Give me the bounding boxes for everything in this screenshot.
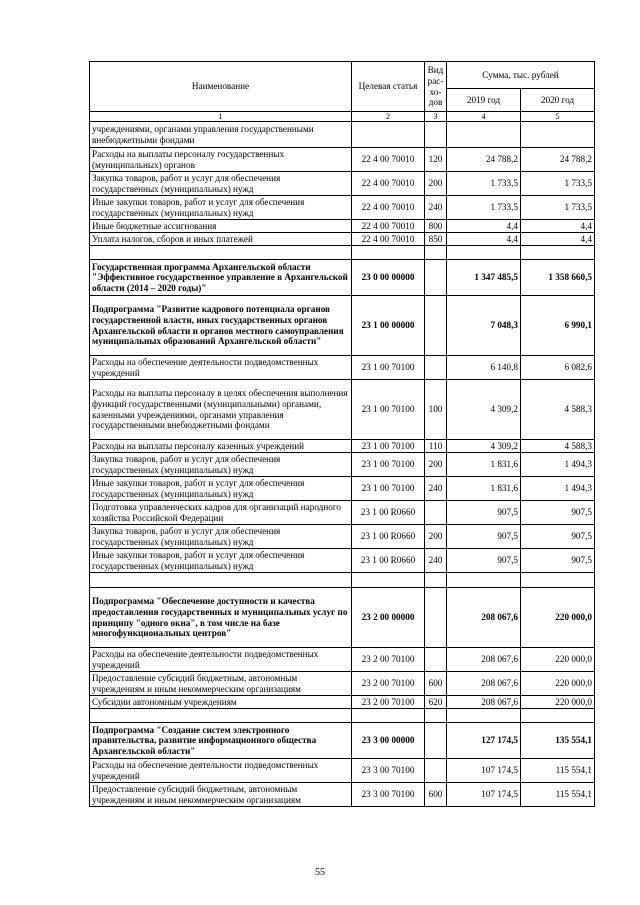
amount-2020-cell: 907,5 [521,525,595,549]
target-code-cell: 23 3 00 70100 [352,759,425,783]
target-code-cell: 23 1 00 R0660 [352,501,425,525]
amount-2019-cell: 208 067,6 [447,588,521,648]
page-number: 55 [315,867,325,878]
amount-2020-cell: 220 000,0 [521,696,595,709]
amount-2020-cell [521,122,595,148]
row-name-cell: Расходы на выплаты персоналу государственных (муниципальных) органов [90,148,352,172]
amount-2019-cell: 208 067,6 [447,696,521,709]
table-row [90,148,595,172]
column-number: 3 [425,112,447,122]
amount-2019-cell: 4 309,2 [447,380,521,440]
amount-2020-cell: 135 554,1 [521,723,595,759]
row-name-cell: Закупка товаров, работ и услуг для обеспечения государственных (муниципальных) нужд [90,453,352,477]
empty-cell [425,709,447,723]
row-name-cell: Государственная программа Архангельской области "Эффективное государственное управление в Архангельской области (2014 – 2020 годы)" [90,260,352,296]
table-row [90,172,595,196]
amount-2019-cell [447,122,521,148]
expense-type-cell [425,296,447,356]
expense-type-cell [425,260,447,296]
target-code-cell: 22 4 00 70010 [352,220,425,233]
expense-type-cell: 800 [425,220,447,233]
target-code-cell: 22 4 00 70010 [352,233,425,246]
amount-2019-cell: 907,5 [447,549,521,573]
amount-2019-cell: 107 174,5 [447,783,521,807]
row-name-cell: учреждениями, органами управления государственными внебюджетными фондами [90,122,352,148]
table-row [90,501,595,525]
target-code-cell: 23 1 00 R0660 [352,549,425,573]
row-name-cell: Подпрограмма "Обеспечение доступности и качества предоставления государственных и муниципальных услуг по принципу "одного окна", в том числе на базе многофункциональных центров" [90,588,352,648]
target-code-cell: 23 2 00 70100 [352,672,425,696]
amount-2019-cell: 4,4 [447,233,521,246]
amount-2020-cell: 4 588,3 [521,440,595,453]
amount-2019-cell: 6 140,8 [447,356,521,380]
expense-type-cell: 120 [425,148,447,172]
empty-cell [352,246,425,260]
empty-cell [521,246,595,260]
amount-2019-cell: 907,5 [447,525,521,549]
target-code-cell: 23 1 00 70100 [352,477,425,501]
table-row [90,440,595,453]
table-body [90,122,595,807]
empty-cell [90,246,352,260]
expense-type-cell: 620 [425,696,447,709]
table-row [90,356,595,380]
row-name-cell: Расходы на выплаты персоналу в целях обеспечения выполнения функций государственными (муниципальными) органами, казенными учреждениями, органами управления государственными внебюджетными фондами [90,380,352,440]
row-name-cell: Предоставление субсидий бюджетным, автономным учреждениям и иным некоммерческим организациям [90,672,352,696]
column-number-row [90,112,595,122]
amount-2019-cell: 1 733,5 [447,172,521,196]
column-number: 4 [447,112,521,122]
program-row [90,588,595,648]
amount-2020-cell: 24 788,2 [521,148,595,172]
row-name-cell: Расходы на обеспечение деятельности подведомственных учреждений [90,356,352,380]
amount-2020-cell: 6 082,6 [521,356,595,380]
target-code-cell: 23 1 00 00000 [352,296,425,356]
empty-cell [352,709,425,723]
table-row [90,380,595,440]
amount-2020-cell: 4 588,3 [521,380,595,440]
empty-cell [447,246,521,260]
header-expense-type: Вид рас- хо- дов [425,62,447,112]
target-code-cell: 23 3 00 70100 [352,783,425,807]
amount-2020-cell: 4,4 [521,233,595,246]
table-row [90,696,595,709]
amount-2019-cell: 4 309,2 [447,440,521,453]
header-target: Целевая статья [352,62,425,112]
spacer-row [90,573,595,588]
row-name-cell: Субсидии автономным учреждениям [90,696,352,709]
program-row [90,723,595,759]
table-row [90,122,595,148]
empty-cell [425,573,447,588]
expense-type-cell: 200 [425,453,447,477]
amount-2020-cell: 1 358 660,5 [521,260,595,296]
table-row [90,477,595,501]
column-number: 5 [521,112,595,122]
budget-table [89,61,595,807]
row-name-cell: Предоставление субсидий бюджетным, автономным учреждениям и иным некоммерческим организациям [90,783,352,807]
target-code-cell: 23 1 00 70100 [352,356,425,380]
program-row [90,296,595,356]
expense-type-cell: 200 [425,525,447,549]
expense-type-cell [425,588,447,648]
target-code-cell: 23 3 00 00000 [352,723,425,759]
expense-type-cell [425,648,447,672]
row-name-cell: Закупка товаров, работ и услуг для обеспечения государственных (муниципальных) нужд [90,172,352,196]
amount-2020-cell: 115 554,1 [521,783,595,807]
table-row [90,220,595,233]
row-name-cell: Иные закупки товаров, работ и услуг для обеспечения государственных (муниципальных) нужд [90,196,352,220]
row-name-cell: Закупка товаров, работ и услуг для обеспечения государственных (муниципальных) нужд [90,525,352,549]
empty-cell [425,246,447,260]
amount-2019-cell: 24 788,2 [447,148,521,172]
table-row [90,233,595,246]
expense-type-cell: 100 [425,380,447,440]
header-sum: Сумма, тыс. рублей [447,62,595,89]
amount-2019-cell: 7 048,3 [447,296,521,356]
table-row [90,672,595,696]
program-row [90,260,595,296]
target-code-cell: 23 2 00 70100 [352,696,425,709]
row-name-cell: Иные бюджетные ассигнования [90,220,352,233]
target-code-cell: 23 1 00 70100 [352,453,425,477]
expense-type-cell: 240 [425,549,447,573]
empty-cell [90,709,352,723]
table-row [90,525,595,549]
expense-type-cell: 200 [425,172,447,196]
empty-cell [352,573,425,588]
amount-2020-cell: 1 494,3 [521,477,595,501]
header-year-2019: 2019 год [447,89,521,112]
amount-2020-cell: 907,5 [521,501,595,525]
amount-2019-cell: 208 067,6 [447,672,521,696]
amount-2020-cell: 115 554,1 [521,759,595,783]
target-code-cell: 22 4 00 70010 [352,148,425,172]
row-name-cell: Уплата налогов, сборов и иных платежей [90,233,352,246]
amount-2019-cell: 1 347 485,5 [447,260,521,296]
amount-2019-cell: 107 174,5 [447,759,521,783]
expense-type-cell [425,501,447,525]
empty-cell [447,709,521,723]
expense-type-cell [425,723,447,759]
amount-2020-cell: 220 000,0 [521,588,595,648]
amount-2020-cell: 1 733,5 [521,172,595,196]
amount-2020-cell: 6 990,1 [521,296,595,356]
amount-2019-cell: 127 174,5 [447,723,521,759]
amount-2019-cell: 907,5 [447,501,521,525]
empty-cell [447,573,521,588]
header-year-2020: 2020 год [521,89,595,112]
target-code-cell [352,122,425,148]
table-row [90,783,595,807]
table-row [90,196,595,220]
amount-2019-cell: 208 067,6 [447,648,521,672]
amount-2019-cell: 4,4 [447,220,521,233]
table-row [90,759,595,783]
expense-type-cell: 600 [425,783,447,807]
column-number: 1 [90,112,352,122]
target-code-cell: 23 0 00 00000 [352,260,425,296]
amount-2020-cell: 220 000,0 [521,648,595,672]
amount-2020-cell: 220 000,0 [521,672,595,696]
table-row [90,453,595,477]
amount-2020-cell: 4,4 [521,220,595,233]
empty-cell [90,573,352,588]
row-name-cell: Расходы на обеспечение деятельности подведомственных учреждений [90,759,352,783]
target-code-cell: 22 4 00 70010 [352,196,425,220]
empty-cell [521,709,595,723]
amount-2020-cell: 1 494,3 [521,453,595,477]
spacer-row [90,709,595,723]
target-code-cell: 23 1 00 R0660 [352,525,425,549]
amount-2020-cell: 907,5 [521,549,595,573]
expense-type-cell: 850 [425,233,447,246]
column-number: 2 [352,112,425,122]
expense-type-cell: 110 [425,440,447,453]
row-name-cell: Подпрограмма "Развитие кадрового потенциала органов государственной власти, иных государственных органов Архангельской области и органов местного самоуправления муниципальных образований Архангельской области" [90,296,352,356]
target-code-cell: 22 4 00 70010 [352,172,425,196]
target-code-cell: 23 1 00 70100 [352,440,425,453]
row-name-cell: Иные закупки товаров, работ и услуг для обеспечения государственных (муниципальных) нужд [90,477,352,501]
table-row [90,648,595,672]
expense-type-cell [425,356,447,380]
spacer-row [90,246,595,260]
row-name-cell: Подпрограмма "Создание систем электронного правительства, развитие информационного общества Архангельской области" [90,723,352,759]
row-name-cell: Подготовка управленческих кадров для организаций народного хозяйства Российской Федерации [90,501,352,525]
amount-2019-cell: 1 831,6 [447,477,521,501]
target-code-cell: 23 2 00 00000 [352,588,425,648]
row-name-cell: Иные закупки товаров, работ и услуг для обеспечения государственных (муниципальных) нужд [90,549,352,573]
empty-cell [521,573,595,588]
amount-2019-cell: 1 733,5 [447,196,521,220]
row-name-cell: Расходы на обеспечение деятельности подведомственных учреждений [90,648,352,672]
amount-2019-cell: 1 831,6 [447,453,521,477]
target-code-cell: 23 2 00 70100 [352,648,425,672]
expense-type-cell [425,759,447,783]
expense-type-cell: 240 [425,196,447,220]
expense-type-cell: 600 [425,672,447,696]
expense-type-cell: 240 [425,477,447,501]
table-row [90,549,595,573]
amount-2020-cell: 1 733,5 [521,196,595,220]
row-name-cell: Расходы на выплаты персоналу казенных учреждений [90,440,352,453]
target-code-cell: 23 1 00 70100 [352,380,425,440]
expense-type-cell [425,122,447,148]
header-name: Наименование [90,62,352,112]
